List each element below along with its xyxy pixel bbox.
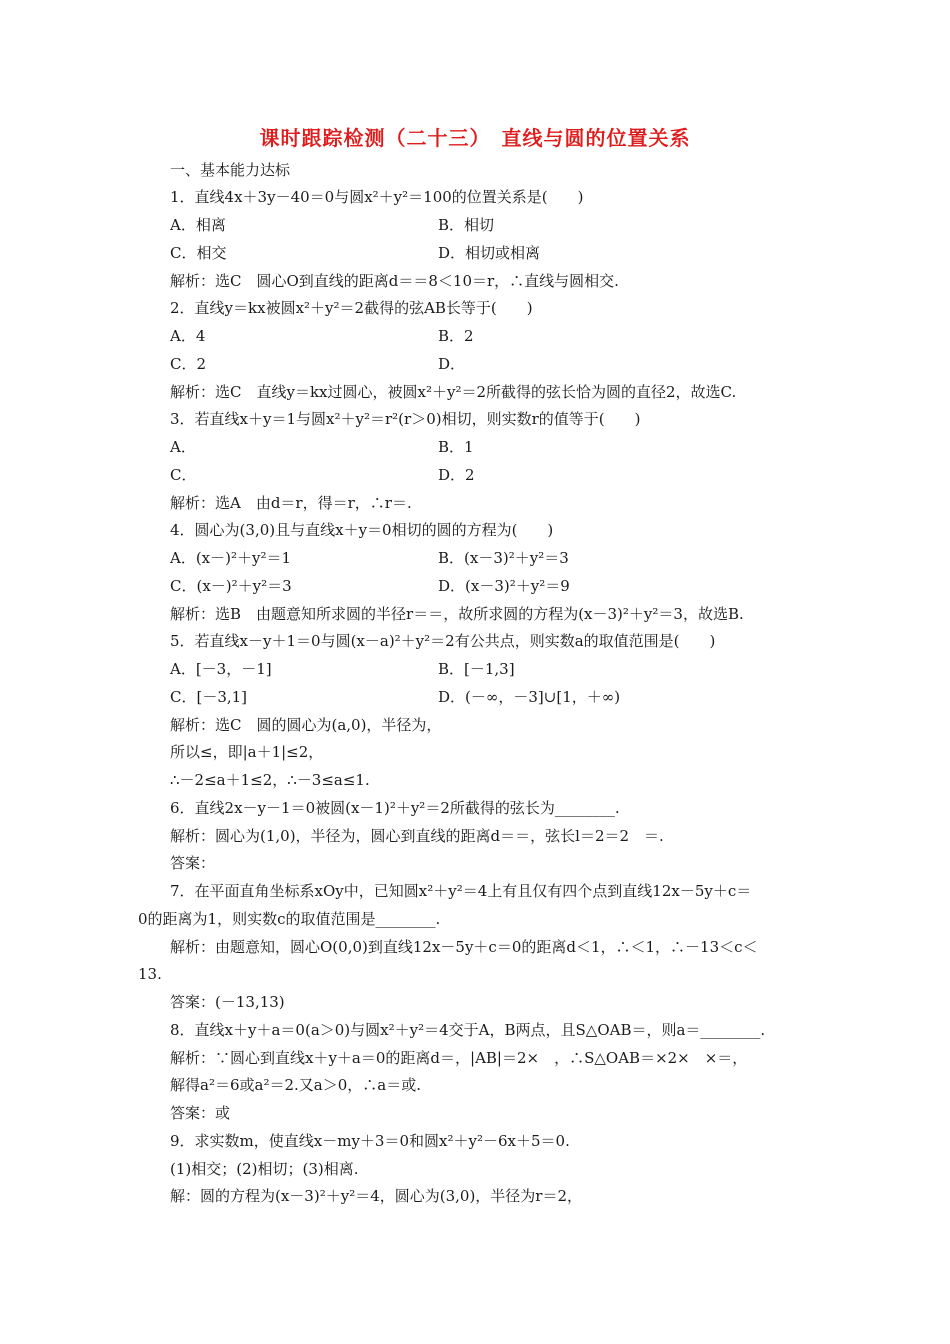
text-line-q5b: B．[－1,3] bbox=[438, 660, 515, 678]
text-line-a8: 解析：∵圆心到直线x＋y＋a＝0的距离d＝，|AB|＝2× ，∴S△OAB＝×2× ×＝， bbox=[170, 1049, 748, 1067]
text-line-ans6: 答案： bbox=[170, 854, 216, 872]
text-line-q7b: 0的距离为1，则实数c的取值范围是________. bbox=[138, 910, 441, 928]
text-line-q7: 7．在平面直角坐标系xOy中，已知圆x²＋y²＝4上有且仅有四个点到直线12x－5y＋c＝ bbox=[170, 882, 752, 900]
page-title: 课时跟踪检测（二十三） 直线与圆的位置关系 bbox=[259, 126, 691, 150]
text-line-a5: 解析：选C 圆的圆心为(a,0)，半径为， bbox=[170, 716, 442, 734]
text-line-a5b: 所以≤，即|a＋1|≤2， bbox=[170, 743, 324, 761]
text-line-a7: 解析：由题意知，圆心O(0,0)到直线12x－5y＋c＝0的距离d＜1，∴＜1，∴－13＜c＜ bbox=[170, 938, 758, 956]
text-line-q5: 5．若直线x－y＋1＝0与圆(x－a)²＋y²＝2有公共点，则实数a的取值范围是( ) bbox=[170, 632, 716, 650]
text-line-q1: 1．直线4x＋3y－40＝0与圆x²＋y²＝100的位置关系是( ) bbox=[170, 188, 584, 206]
text-line-q3d: D．2 bbox=[438, 466, 475, 484]
text-line-a8b: 解得a²＝6或a²＝2.又a＞0，∴a＝或. bbox=[170, 1076, 421, 1094]
text-line-q2d: D． bbox=[438, 355, 466, 373]
text-line-q2: 2．直线y＝kx被圆x²＋y²＝2截得的弦AB长等于( ) bbox=[170, 299, 533, 317]
text-line-a5c: ∴－2≤a＋1≤2，∴－3≤a≤1. bbox=[170, 771, 370, 789]
text-line-q4c: C．(x－)²＋y²＝3 bbox=[170, 577, 292, 595]
text-line-a2: 解析：选C 直线y＝kx过圆心，被圆x²＋y²＝2所截得的弦长恰为圆的直径2，故选C. bbox=[170, 383, 737, 401]
text-line-q9b: (1)相交；(2)相切；(3)相离. bbox=[170, 1160, 359, 1178]
text-line-q9: 9．求实数m，使直线x－my＋3＝0和圆x²＋y²－6x＋5＝0. bbox=[170, 1132, 570, 1150]
text-line-q3a: A． bbox=[170, 438, 196, 456]
text-line-a9: 解：圆的方程为(x－3)²＋y²＝4，圆心为(3,0)，半径为r＝2， bbox=[170, 1187, 583, 1205]
text-line-q2b: B．2 bbox=[438, 327, 474, 345]
text-line-q4: 4．圆心为(3,0)且与直线x＋y＝0相切的圆的方程为( ) bbox=[170, 521, 554, 539]
text-line-q1a: A．相离 bbox=[170, 216, 226, 234]
text-line-a6: 解析：圆心为(1,0)，半径为，圆心到直线的距离d＝＝，弦长l＝2＝2 ＝. bbox=[170, 827, 664, 845]
text-line-q8: 8．直线x＋y＋a＝0(a＞0)与圆x²＋y²＝4交于A，B两点，且S△OAB＝，则a＝________. bbox=[170, 1021, 766, 1039]
text-line-q4a: A．(x－)²＋y²＝1 bbox=[170, 549, 292, 567]
text-line-q3: 3．若直线x＋y＝1与圆x²＋y²＝r²(r＞0)相切，则实数r的值等于( ) bbox=[170, 410, 641, 428]
text-line-a3: 解析：选A 由d＝r，得＝r，∴r＝. bbox=[170, 494, 412, 512]
text-line-q2c: C．2 bbox=[170, 355, 207, 373]
text-line-q1d: D．相切或相离 bbox=[438, 244, 541, 262]
text-line-q5c: C．[－3,1] bbox=[170, 688, 248, 706]
text-line-q3b: B．1 bbox=[438, 438, 474, 456]
text-line-q4b: B．(x－3)²＋y²＝3 bbox=[438, 549, 569, 567]
text-line-a1: 解析：选C 圆心O到直线的距离d＝＝8＜10＝r，∴直线与圆相交. bbox=[170, 272, 619, 290]
text-line-a4: 解析：选B 由题意知所求圆的半径r＝＝，故所求圆的方程为(x－3)²＋y²＝3，故选B. bbox=[170, 605, 744, 623]
text-line-q4d: D．(x－3)²＋y²＝9 bbox=[438, 577, 570, 595]
text-line-q5d: D．(－∞，－3]∪[1，＋∞) bbox=[438, 688, 621, 706]
text-line-ans7: 答案：(－13,13) bbox=[170, 993, 285, 1011]
text-line-q2a: A．4 bbox=[170, 327, 206, 345]
text-line-q1b: B．相切 bbox=[438, 216, 495, 234]
text-line-q5a: A．[－3，－1] bbox=[170, 660, 272, 678]
text-line-q1c: C．相交 bbox=[170, 244, 227, 262]
text-line-q6: 6．直线2x－y－1＝0被圆(x－1)²＋y²＝2所截得的弦长为________. bbox=[170, 799, 620, 817]
text-line-a7b: 13. bbox=[138, 965, 162, 983]
text-line-sec1: 一、基本能力达标 bbox=[170, 161, 291, 179]
text-line-ans8: 答案：或 bbox=[170, 1104, 231, 1122]
text-line-q3c: C． bbox=[170, 466, 197, 484]
